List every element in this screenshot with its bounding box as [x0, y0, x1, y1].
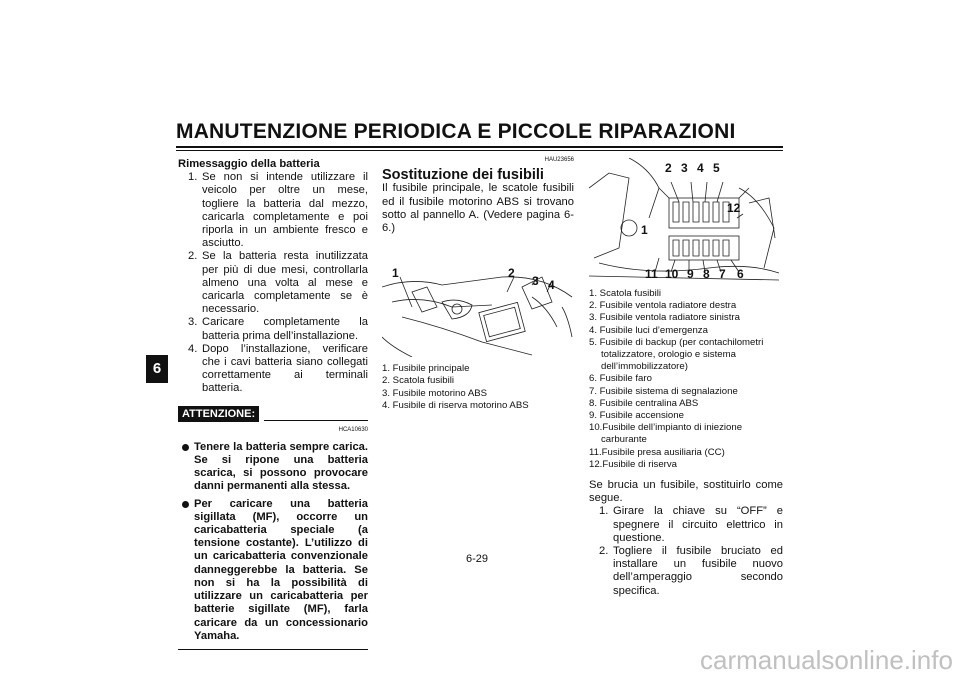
step-1: 1. Girare la chiave su “OFF” e spegnere il circuito elettrico in questione.: [599, 505, 783, 544]
column-battery-storage: [178, 158, 368, 650]
list-item: 6. Fusibile faro: [589, 373, 652, 385]
step-1: 1. Se non si intende utilizzare il veicolo per oltre un mese, togliere la batteria dal mezzo, caricarla completamente e poi riporla in un ambiente fresco e asciutto.: [188, 171, 368, 250]
chapter-tab: 6: [146, 355, 168, 383]
bullet-icon: [182, 444, 189, 451]
warning-end-rule: [178, 649, 368, 650]
column-fuse-replacement: [382, 152, 574, 412]
callout-3: 3: [681, 161, 688, 175]
list-item: 5. Fusibile di backup (per contachilometri totalizzatore, orologio e sistema dell’immobilizzatore): [589, 336, 764, 373]
list-item: 7. Fusibile sistema di segnalazione: [589, 385, 738, 397]
warning-bullet-2: Per caricare una batteria sigillata (MF), occorre un caricabatteria speciale (a tensione costante). L’utilizzo di un caricabatteria convenzionale danneggerebbe la batteria. Se non si ha la possibilità di utilizzare un caricabatteria per batterie sigillate (MF), farla caricare da un concessionario Yamaha.: [178, 498, 368, 643]
procedure-intro: Se brucia un fusibile, sostituirlo come segue.: [589, 479, 783, 505]
header-rule: [176, 146, 783, 148]
list-item: 2. Fusibile ventola radiatore destra: [589, 300, 737, 312]
list-item: 1. Scatola fusibili: [589, 288, 661, 299]
fuse-box-illustration: [589, 158, 781, 284]
fuse-box-drawing: [589, 158, 781, 284]
bullet-icon: [182, 501, 189, 508]
warning-code: HCA10630: [338, 426, 368, 433]
step-3: 3. Caricare completamente la batteria prima dell’installazione.: [188, 316, 368, 342]
step-4: 4. Dopo l’installazione, verificare che i cavi batteria siano collegati correttamente ai terminali batteria.: [188, 342, 368, 395]
callout-2: 2: [508, 266, 515, 281]
warning-header: [178, 406, 368, 422]
fuse-legend-list: [589, 288, 783, 471]
list-item: 2. Scatola fusibili: [382, 375, 454, 387]
callout-7: 7: [719, 267, 726, 281]
callout-4: 4: [548, 278, 555, 293]
watermark: carmanualsonline.info: [700, 645, 953, 675]
list-item: 1. Fusibile principale: [382, 363, 470, 375]
list-item: 3. Fusibile motorino ABS: [382, 387, 488, 399]
callout-1: 1: [392, 266, 399, 281]
step-2: 2. Se la batteria resta inutilizzata per più di due mesi, controllarla almeno una volta al mese e caricarla completamente se è necessario.: [188, 250, 368, 316]
callout-5: 5: [713, 161, 720, 175]
callout-6: 6: [737, 267, 744, 281]
callout-9: 9: [687, 267, 694, 281]
callout-2: 2: [665, 161, 672, 175]
warning-label: ATTENZIONE:: [178, 406, 259, 422]
callout-8: 8: [703, 267, 710, 281]
warning-bullet-1: Tenere la batteria sempre carica. Se si ripone una batteria scarica, si possono provocare danni permanenti alla stessa.: [178, 441, 368, 494]
fuse-legend-list: [382, 363, 574, 412]
callout-10: 10: [665, 267, 679, 281]
list-item: 8. Fusibile centralina ABS: [589, 397, 699, 409]
list-item: 11.Fusibile presa ausiliaria (CC): [589, 446, 725, 458]
section-heading: Sostituzione dei fusibili: [382, 167, 544, 184]
list-item: 4. Fusibile di riserva motorino ABS: [382, 399, 529, 411]
section-code: HAU23656: [544, 157, 574, 163]
intro-paragraph: Il fusibile principale, le scatole fusibili ed il fusibile motorino ABS si trovano sotto al pannello A. (Vedere pagina 6-6.): [382, 182, 574, 235]
header-rule-thin: [176, 150, 783, 151]
callout-11: 11: [645, 267, 658, 281]
callout-12: 12: [727, 201, 741, 215]
callout-4: 4: [697, 161, 704, 175]
page-title: MANUTENZIONE PERIODICA E PICCOLE RIPARAZIONI: [176, 120, 736, 143]
column-fuse-box: [589, 152, 783, 598]
callout-3: 3: [532, 274, 539, 289]
list-item: 12.Fusibile di riserva: [589, 458, 677, 470]
list-item: 4. Fusibile luci d’emergenza: [589, 324, 708, 336]
list-item: 3. Fusibile ventola radiatore sinistra: [589, 312, 740, 324]
callout-1: 1: [641, 223, 648, 237]
step-2: 2. Togliere il fusibile bruciato ed installare un fusibile nuovo dell’amperaggio secondo specifica.: [599, 545, 783, 597]
list-item: 10.Fusibile dell’impianto di iniezione carburante: [589, 422, 743, 446]
main-fuse-drawing: [382, 247, 574, 357]
page-number: 6-29: [466, 553, 489, 565]
section-heading: Rimessaggio della batteria: [178, 158, 320, 170]
main-fuse-illustration: [382, 247, 574, 357]
list-item: 9. Fusibile accensione: [589, 410, 684, 422]
